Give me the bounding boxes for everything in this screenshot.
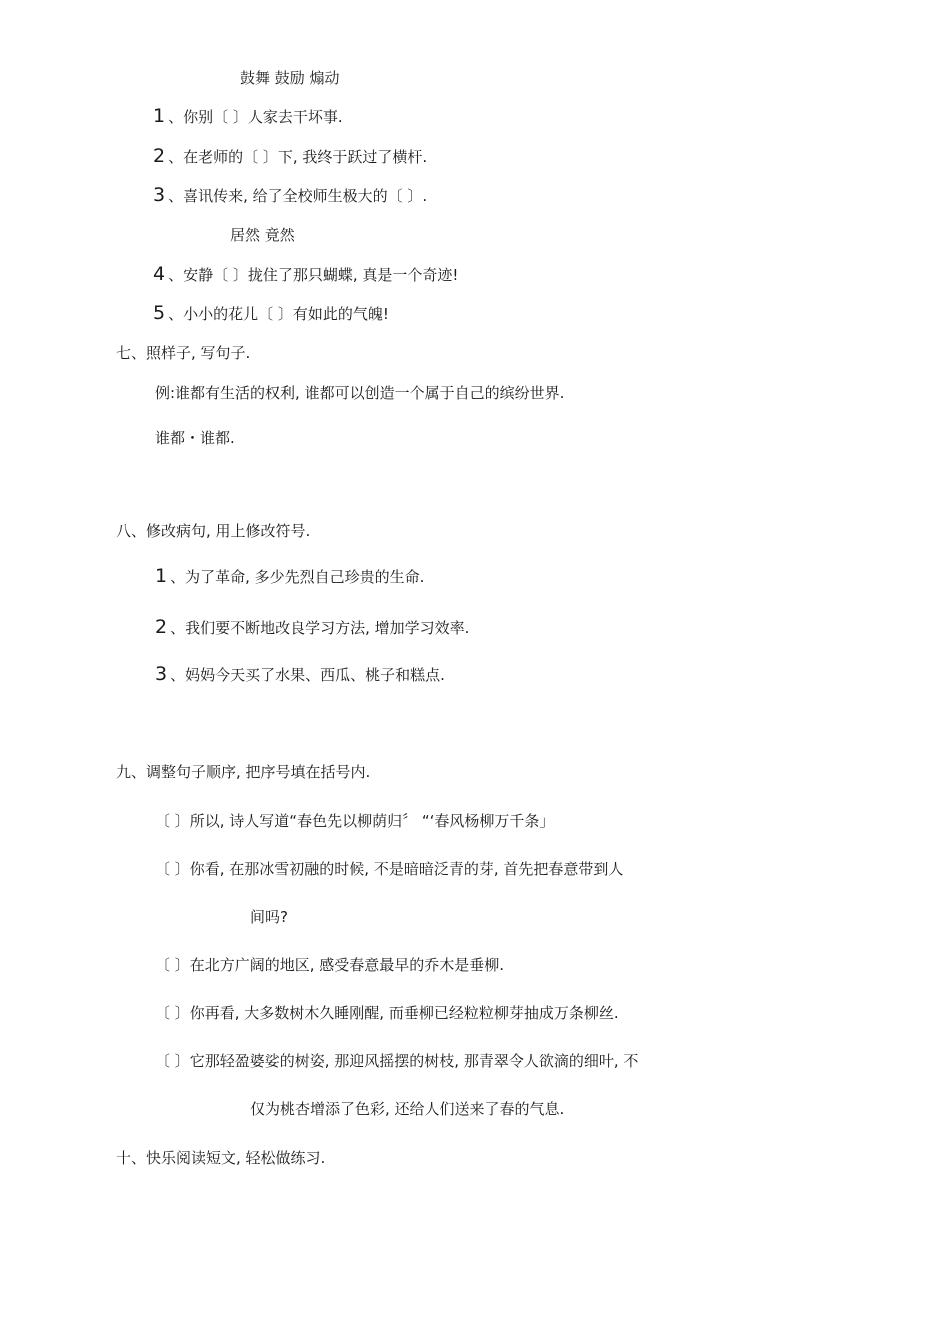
question-number: 3: [153, 184, 166, 206]
question-number: 4: [153, 263, 166, 285]
word-bank-1: 鼓舞 鼓励 煽动: [240, 69, 340, 87]
question-text: 、你别〔 〕人家去干坏事.: [168, 108, 343, 126]
question-number: 1: [153, 105, 166, 127]
ordering-item: 〔 〕你看, 在那冰雪初融的时候, 不是暗暗泛青的芽, 首先把春意带到人: [155, 860, 624, 878]
question-item: [153, 185, 427, 206]
ordering-item: 〔 〕它那轻盈婆娑的树姿, 那迎风摇摆的树枝, 那青翠令人欲滴的细叶, 不: [155, 1052, 639, 1070]
section-10-heading: 十、快乐阅读短文, 轻松做练习.: [116, 1149, 326, 1167]
question-item: [153, 264, 458, 285]
question-number: 5: [153, 302, 166, 324]
ordering-item: 〔 〕所以, 诗人写道“春色先以柳荫归〞 “‘春风杨柳万千条」: [155, 812, 555, 830]
ordering-item-continuation: 间吗?: [250, 908, 288, 926]
question-text: 、在老师的〔 〕下, 我终于跃过了横杆.: [168, 148, 428, 166]
question-number: 1: [155, 565, 168, 587]
question-number: 3: [155, 663, 168, 685]
question-number: 2: [153, 145, 166, 167]
question-item: [155, 664, 445, 685]
question-text: 、喜讯传来, 给了全校师生极大的〔 〕.: [168, 187, 428, 205]
question-item: [153, 106, 343, 127]
section-8-heading: 八、修改病句, 用上修改符号.: [116, 522, 311, 540]
question-text: 、妈妈今天买了水果、西瓜、桃子和糕点.: [170, 666, 445, 684]
example-sentence: 例:谁都有生活的权利, 谁都可以创造一个属于自己的缤纷世界.: [155, 384, 565, 402]
question-number: 2: [155, 616, 168, 638]
question-item: [153, 303, 389, 324]
sentence-pattern: 谁都・谁都.: [155, 429, 235, 447]
ordering-item: 〔 〕你再看, 大多数树木久睡刚醒, 而垂柳已经粒粒柳芽抽成万条柳丝.: [155, 1004, 619, 1022]
question-item: [153, 146, 427, 167]
ordering-item: 〔 〕在北方广阔的地区, 感受春意最早的乔木是垂柳.: [155, 956, 505, 974]
section-7-heading: 七、照样子, 写句子.: [116, 344, 251, 362]
word-bank-2: 居然 竟然: [230, 226, 295, 244]
ordering-item-continuation: 仅为桃杏增添了色彩, 还给人们送来了春的气息.: [250, 1100, 565, 1118]
question-text: 、我们要不断地改良学习方法, 增加学习效率.: [170, 619, 470, 637]
question-item: [155, 566, 424, 587]
question-text: 、小小的花儿〔 〕有如此的气魄!: [168, 305, 389, 323]
question-text: 、为了革命, 多少先烈自己珍贵的生命.: [170, 568, 425, 586]
section-9-heading: 九、调整句子顺序, 把序号填在括号内.: [116, 763, 371, 781]
question-item: [155, 617, 469, 638]
question-text: 、安静〔 〕拢住了那只蝴蝶, 真是一个奇迹!: [168, 266, 459, 284]
